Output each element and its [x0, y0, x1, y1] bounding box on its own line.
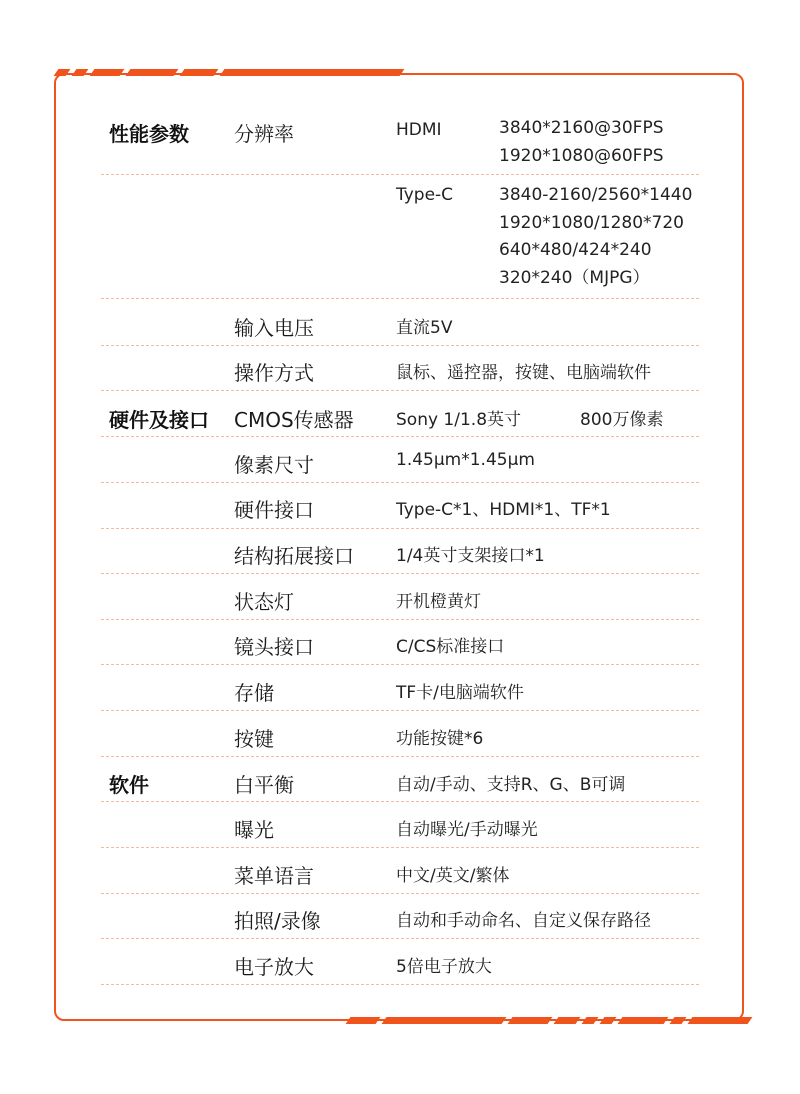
- value-operation: 鼠标、遥控器，按键、电脑端软件: [396, 363, 651, 383]
- bottom-stripe-1: [346, 1017, 381, 1024]
- value-lens: C/CS标准接口: [396, 637, 505, 657]
- param-lens: 镜头接口: [234, 635, 314, 659]
- bottom-stripe-5: [582, 1017, 599, 1024]
- value-hdmi-2: 1920*1080@60FPS: [499, 145, 664, 166]
- param-cmos: CMOS传感器: [234, 408, 354, 432]
- bottom-stripe-7: [618, 1017, 669, 1024]
- value-zoom: 5倍电子放大: [396, 957, 492, 977]
- value-capture: 自动和手动命名、自定义保存路径: [396, 911, 651, 931]
- param-hw-interface: 硬件接口: [234, 498, 314, 522]
- param-resolution: 分辨率: [234, 122, 294, 146]
- value-typec-3: 640*480/424*240: [499, 240, 652, 260]
- bottom-stripe-8: [670, 1017, 687, 1024]
- value-cmos-resolution: 800万像素: [580, 410, 664, 430]
- value-pixel-size: 1.45μm*1.45μm: [396, 450, 535, 470]
- value-cmos: Sony 1/1.8英寸: [396, 410, 522, 430]
- value-typec-1: 3840-2160/2560*1440: [499, 185, 693, 205]
- param-status-light: 状态灯: [234, 590, 294, 614]
- row-divider: [101, 938, 699, 939]
- bottom-stripe-2: [382, 1017, 507, 1024]
- top-stripe-5: [180, 69, 219, 76]
- value-menu-language: 中文/英文/繁体: [396, 866, 510, 886]
- row-divider: [101, 984, 699, 985]
- param-structure: 结构拓展接口: [234, 544, 354, 568]
- value-storage: TF卡/电脑端软件: [396, 683, 524, 703]
- row-divider: [101, 664, 699, 665]
- row-divider: [101, 893, 699, 894]
- param-exposure: 曝光: [234, 818, 274, 842]
- param-capture: 拍照/录像: [234, 909, 321, 933]
- row-divider: [101, 390, 699, 391]
- label-typec: Type-C: [396, 185, 454, 205]
- bottom-stripe-6: [600, 1017, 617, 1024]
- param-storage: 存储: [234, 681, 274, 705]
- value-structure: 1/4英寸支架接口*1: [396, 546, 545, 566]
- row-divider: [101, 619, 699, 620]
- row-divider: [101, 573, 699, 574]
- category-performance: 性能参数: [109, 122, 189, 146]
- value-buttons: 功能按键*6: [396, 729, 484, 749]
- value-input-voltage: 直流5V: [396, 318, 453, 338]
- row-divider: [101, 174, 699, 175]
- param-input-voltage: 输入电压: [234, 316, 314, 340]
- row-divider: [101, 528, 699, 529]
- value-status-light: 开机橙黄灯: [396, 592, 481, 612]
- value-hdmi-1: 3840*2160@30FPS: [499, 118, 664, 138]
- param-buttons: 按键: [234, 727, 274, 751]
- value-typec-2: 1920*1080/1280*720: [499, 212, 684, 233]
- value-exposure: 自动曝光/手动曝光: [396, 820, 538, 840]
- top-stripe-4: [126, 69, 179, 76]
- bottom-stripe-3: [508, 1017, 553, 1024]
- param-pixel-size: 像素尺寸: [234, 453, 314, 477]
- top-stripe-3: [90, 69, 125, 76]
- row-divider: [101, 482, 699, 483]
- value-typec-4: 320*240（MJPG）: [499, 267, 650, 288]
- value-hw-interface: Type-C*1、HDMI*1、TF*1: [396, 500, 611, 520]
- category-hardware: 硬件及接口: [109, 408, 209, 432]
- row-divider: [101, 756, 699, 757]
- row-divider: [101, 436, 699, 437]
- param-white-balance: 白平衡: [234, 773, 294, 797]
- bottom-stripe-9: [688, 1017, 753, 1024]
- row-divider: [101, 801, 699, 802]
- row-divider: [101, 345, 699, 346]
- param-zoom: 电子放大: [234, 955, 314, 979]
- row-divider: [101, 298, 699, 299]
- label-hdmi: HDMI: [396, 120, 442, 140]
- row-divider: [101, 710, 699, 711]
- row-divider: [101, 847, 699, 848]
- category-software: 软件: [109, 773, 149, 797]
- param-menu-language: 菜单语言: [234, 864, 314, 888]
- top-stripe-6: [220, 69, 405, 76]
- value-white-balance: 自动/手动、支持R、G、B可调: [396, 775, 626, 795]
- param-operation: 操作方式: [234, 361, 314, 385]
- bottom-stripe-4: [554, 1017, 581, 1024]
